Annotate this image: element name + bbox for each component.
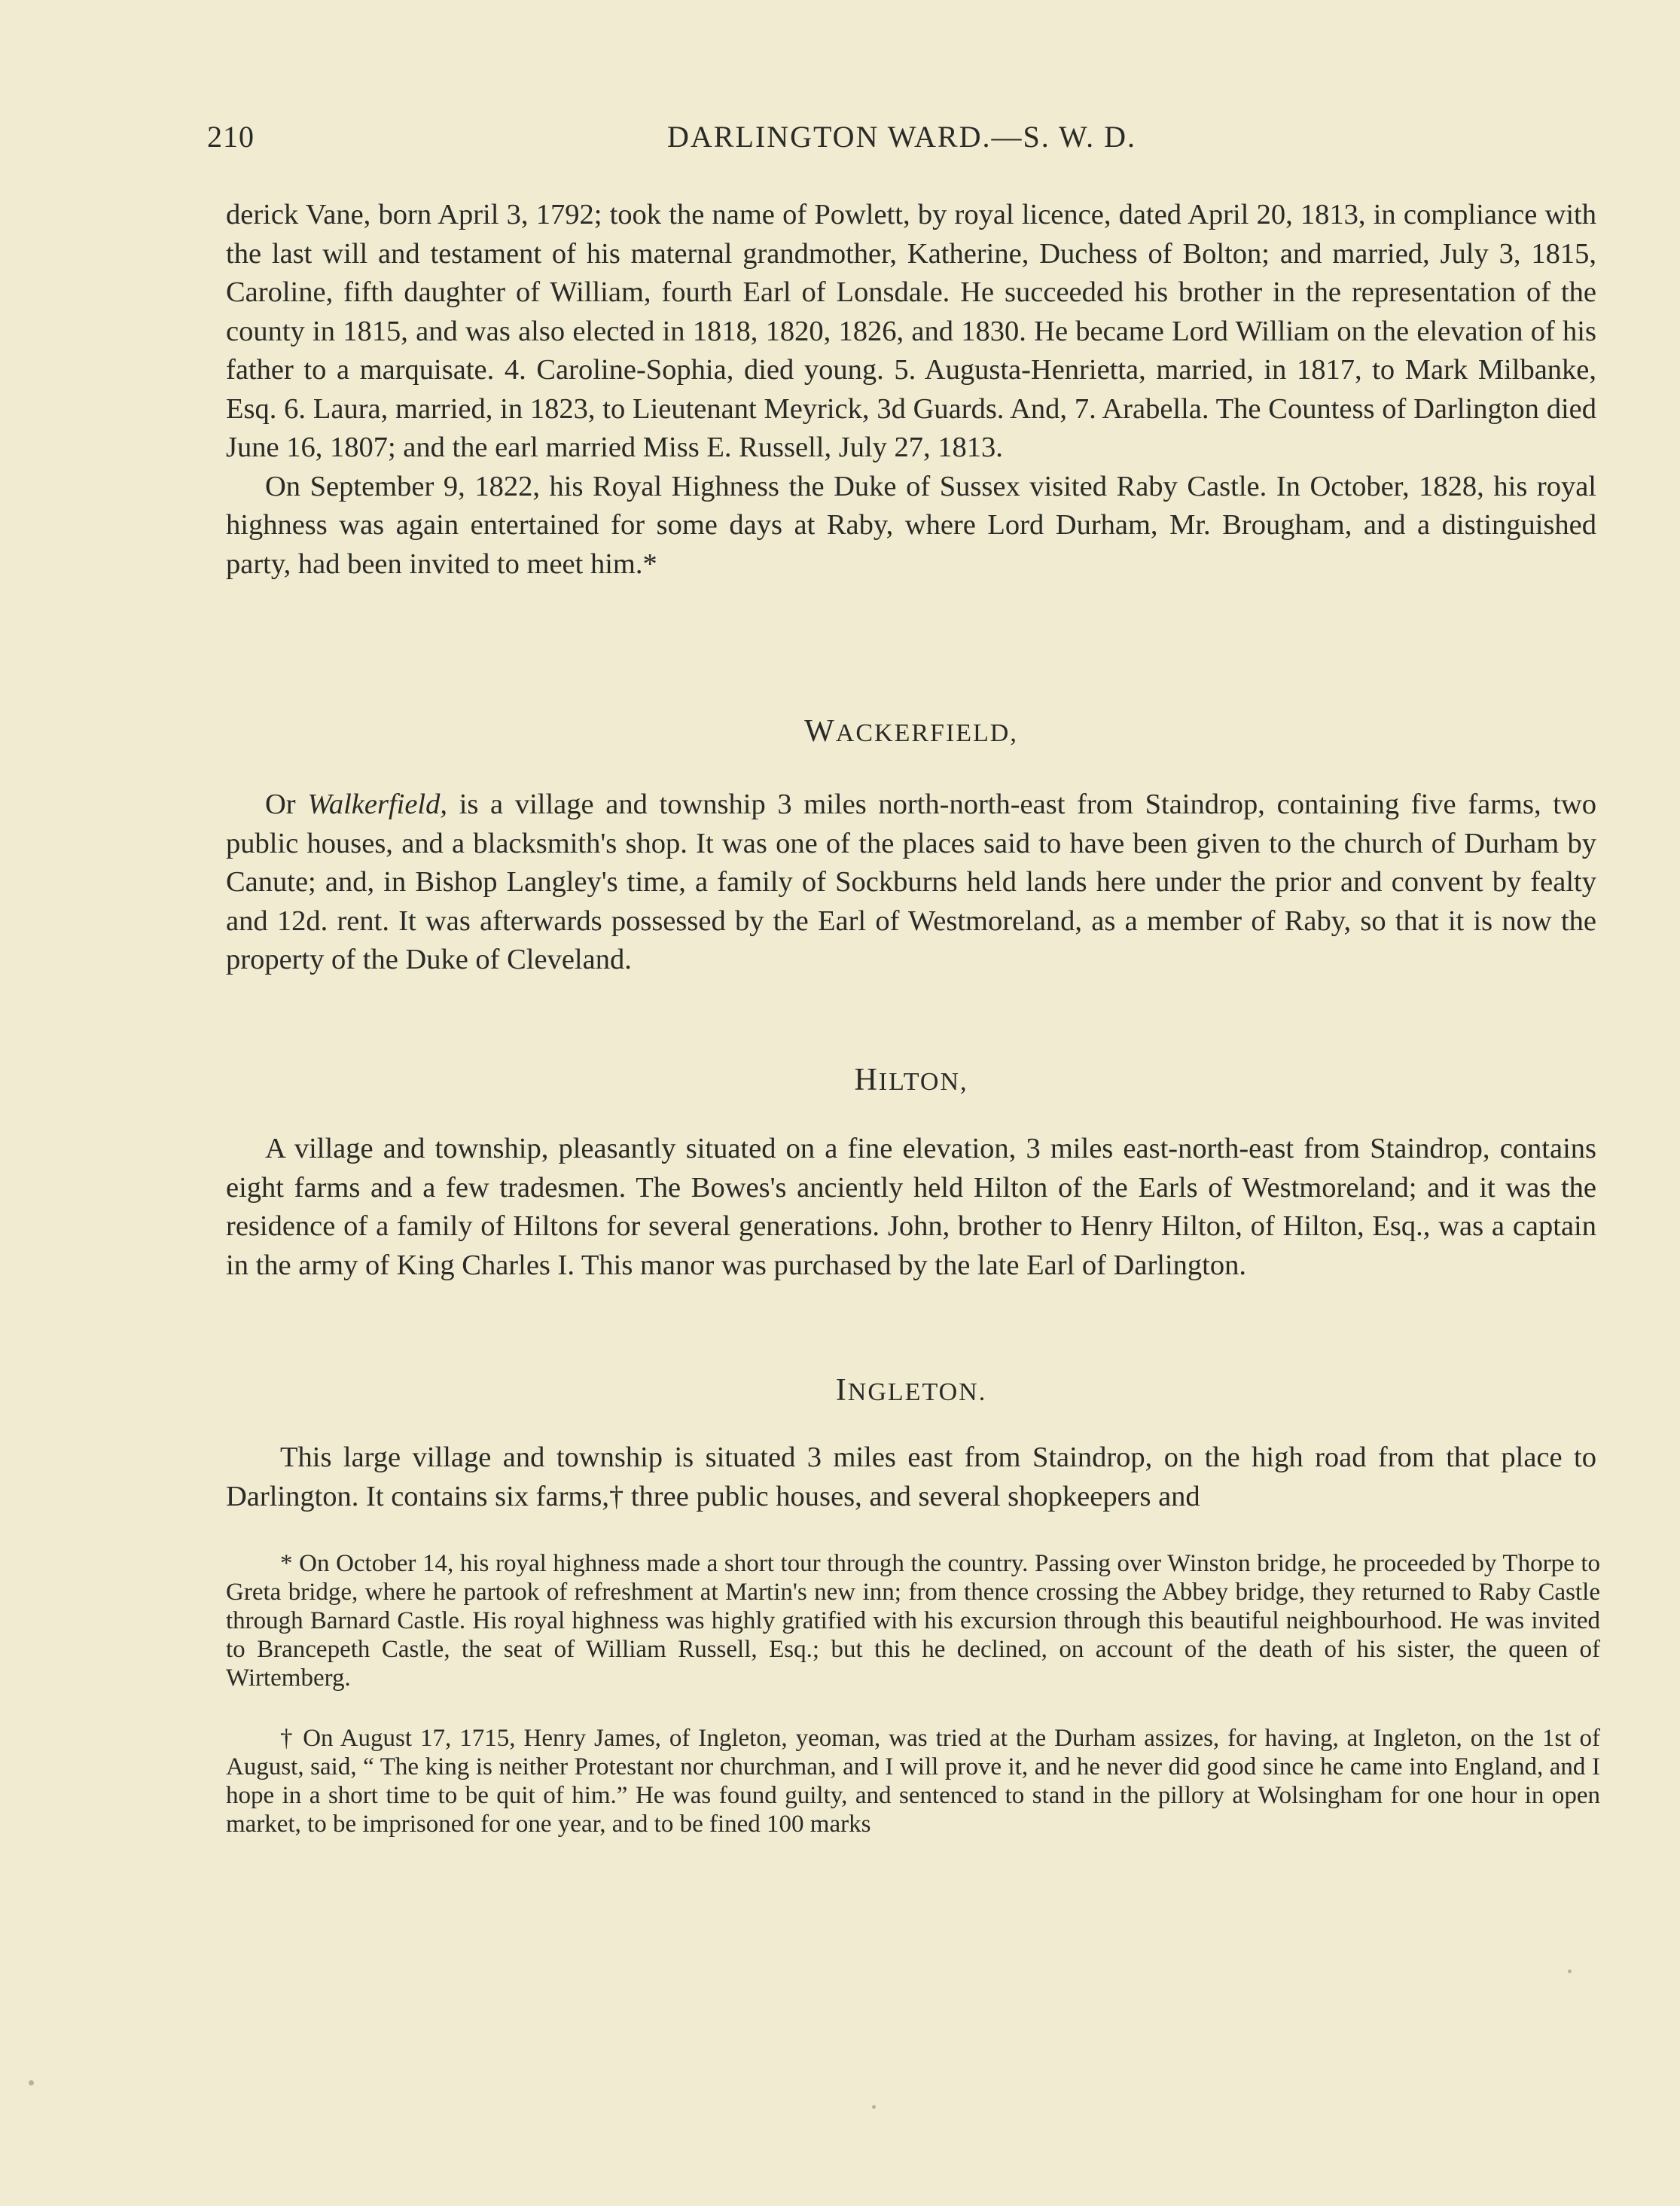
heading-ingleton-initial: I (835, 1373, 848, 1408)
ingleton-paragraph: This large village and township is situated 3 miles east from Staindrop, on the high road from that place to Darlington. It contains six farms,† three public houses, and several shopkeepers and (226, 1442, 1596, 1512)
running-head: DARLINGTON WARD.—S. W. D. (666, 120, 1136, 154)
paper-speck (1568, 1970, 1572, 1973)
paper-speck (872, 2105, 876, 2109)
wackerfield-text: is a village and township 3 miles north-north-east from Staindrop, containing five farms, two public houses, and a blacksmith's shop. It was one of the places said to have been given to the church of Durham by Canute; and, in Bishop Langley's time, a family of Sockburns held lands here under the prior and convent by fealty and 12d. rent. It was afterwards possessed by the Earl of Westmoreland, as a member of Raby, so that it is now the property of the Duke of Cleveland. (226, 789, 1597, 975)
heading-wackerfield-initial: W (804, 714, 836, 749)
wackerfield-section (226, 786, 1596, 980)
footnotes (226, 1549, 1600, 1838)
hilton-paragraph: A village and township, pleasantly situated on a fine elevation, 3 miles east-north-east from Staindrop, contains eight farms and a few tradesmen. The Bowes's anciently held Hilton of the Earls of Westmoreland; and it was the residence of a family of Hiltons for several generations. John, brother to Henry Hilton, of Hilton, Esq., was a captain in the army of King Charles I. This manor was purchased by the late Earl of Darlington. (226, 1133, 1596, 1281)
heading-wackerfield-rest: ACKERFIELD, (835, 719, 1018, 747)
hilton-section (226, 1130, 1596, 1285)
heading-hilton-initial: H (854, 1063, 879, 1097)
intro-paragraph-2: On September 9, 1822, his Royal Highness the Duke of Sussex visited Raby Castle. In October, 1828, his royal highness was again entertained for some days at Raby, where Lord Durham, Mr. Brougham, and a distinguished party, had been invited to meet him.* (226, 470, 1596, 580)
heading-ingleton-rest: NGLETON. (847, 1378, 987, 1406)
footnote-2: † On August 17, 1715, Henry James, of Ingleton, yeoman, was tried at the Durham assizes, for having, at Ingleton, on the 1st of August, said, “ The king is neither Protestant nor churchman, and I will prove it, and he never did good since he came into England, and I hope in a short time to be quit of him.” He was found guilty, and sentenced to stand in the pillory at Wolsingham for one hour in open market, to be imprisoned for one year, and to be fined 100 marks (226, 1725, 1600, 1838)
footnote-1: * On October 14, his royal highness made a short tour through the country. Passing over Winston bridge, he proceeded by Thorpe to Greta bridge, where he partook of refreshment at Martin's new inn; from thence crossing the Abbey bridge, they returned to Raby Castle through Barnard Castle. His royal highness was highly gratified with his excursion through this beautiful neighbourhood. He was invited to Brancepeth Castle, the seat of William Russell, Esq.; but this he declined, on account of the death of his sister, the queen of Wirtemberg. (226, 1550, 1600, 1692)
page-header (207, 119, 1596, 164)
heading-ingleton (226, 1372, 1596, 1408)
wackerfield-lead: Or (265, 789, 296, 820)
heading-hilton-rest: ILTON, (878, 1068, 968, 1096)
intro-paragraph-1: derick Vane, born April 3, 1792; took the name of Powlett, by royal licence, dated April 20, 1813, in compliance with the last will and testament of his maternal grandmother, Katherine, Duchess of Bolton; and married, July 3, 1815, Caroline, fifth daughter of William, fourth Earl of Lonsdale. He succeeded his brother in the representation of the county in 1815, and was also elected in 1818, 1820, 1826, and 1830. He became Lord William on the elevation of his father to a marquisate. 4. Caroline-Sophia, died young. 5. Augusta-Henrietta, married, in 1817, to Mark Milbanke, Esq. 6. Laura, married, in 1823, to Lieutenant Meyrick, 3d Guards. And, 7. Arabella. The Countess of Darlington died June 16, 1807; and the earl married Miss E. Russell, July 27, 1813. (226, 199, 1596, 463)
ingleton-section (226, 1439, 1596, 1516)
page-number: 210 (207, 120, 255, 154)
intro-text (226, 196, 1596, 584)
wackerfield-alt-name: Walkerfield, (307, 789, 448, 820)
paper-speck (29, 2080, 34, 2085)
heading-hilton (226, 1062, 1596, 1098)
wackerfield-paragraph (226, 786, 1596, 980)
footnote-spacer (226, 1692, 1600, 1724)
heading-wackerfield (226, 713, 1596, 749)
